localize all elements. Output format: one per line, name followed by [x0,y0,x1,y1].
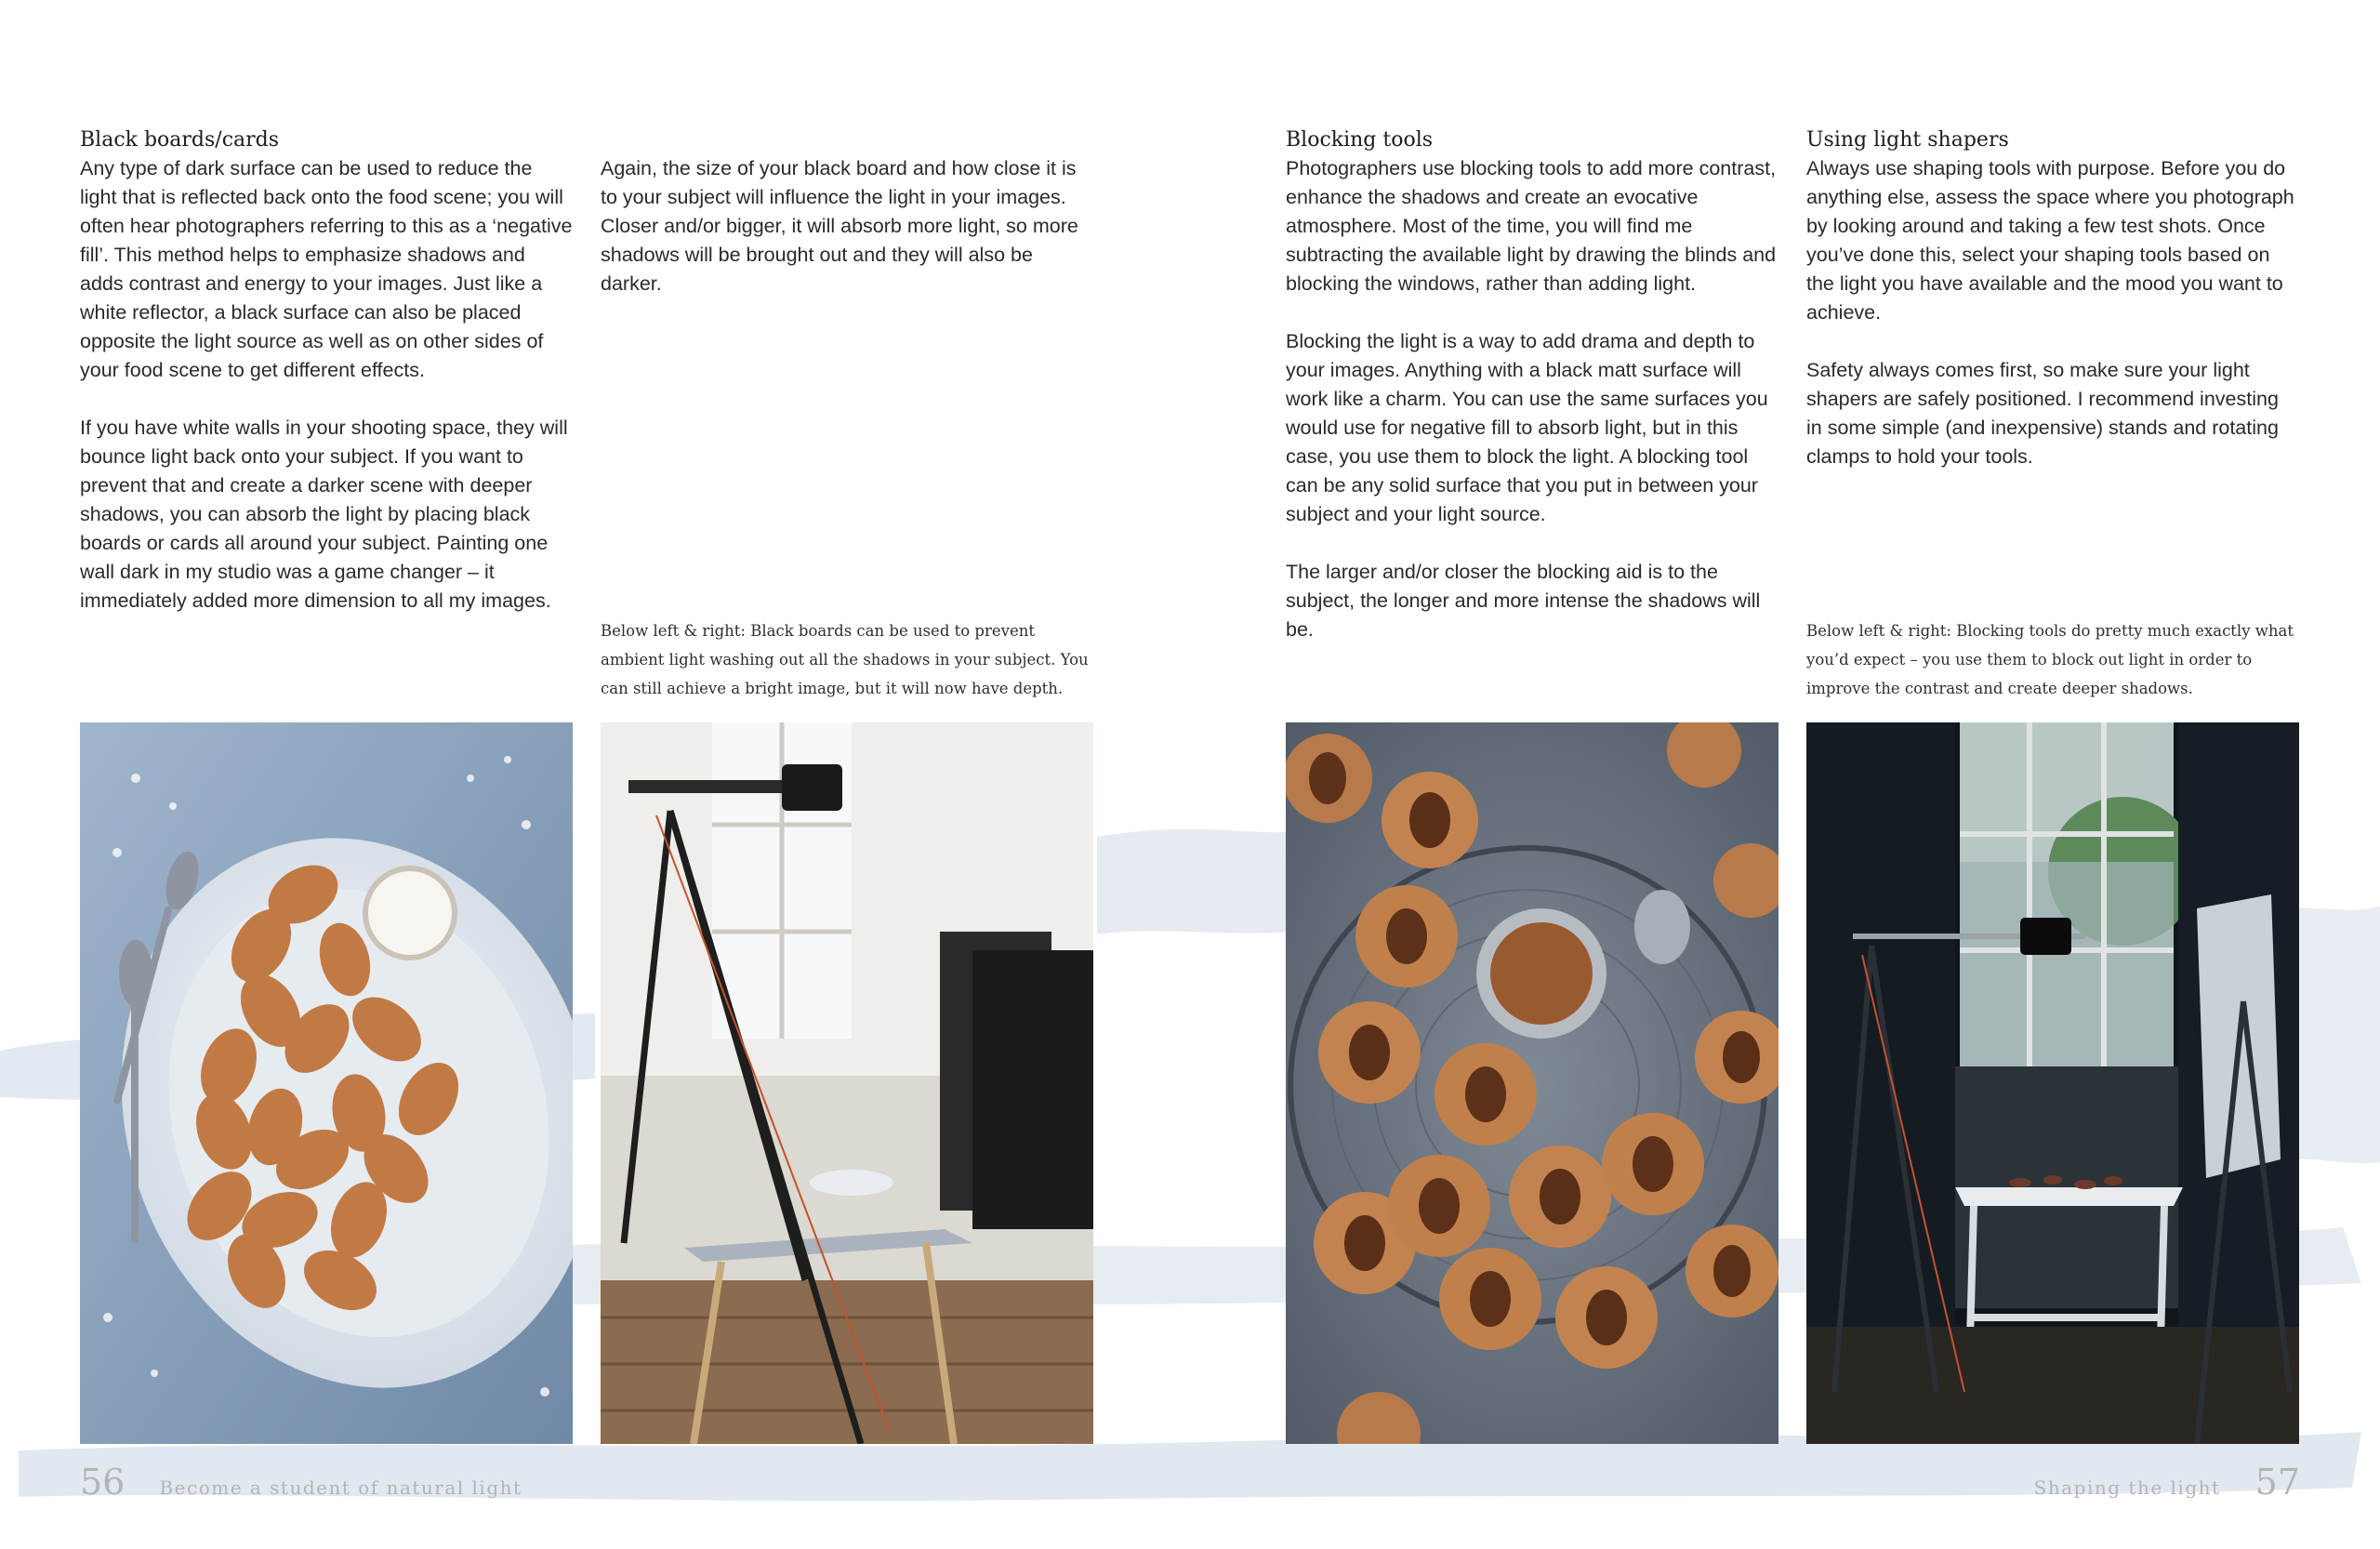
body-paragraph: The larger and/or closer the blocking aid is to the subject, the longer and more intense the shadows will be. [1286,561,1761,641]
photo-pecan-cookies [1286,722,1778,1444]
column-black-boards [80,126,573,644]
body-paragraph: Always use shaping tools with purpose. Before you do anything else, assess the space where you photograph by looking around and taking a few test shots. Once you’ve done this, select your shaping tools based on the light you have available and the mood you want to achieve. [1806,157,2294,324]
photo-studio-tripod [601,722,1093,1444]
body-paragraph: Any type of dark surface can be used to reduce the light that is reflected back onto the food scene; you will often hear photographers referring to this as a ‘negative fill’. This method helps to emphasize shadows and adds contrast and energy to your images. Just like a white reflector, a black surface can also be placed opposite the light source as well as on other sides of your food scene to get different effects. [80,157,573,381]
heading-blocking-tools: Blocking tools [1286,128,1434,152]
photo-madeleines [80,722,573,1444]
folio-right [2034,1458,2300,1506]
heading-light-shapers: Using light shapers [1806,128,2009,152]
column-blocking-tools [1286,126,1778,673]
body-paragraph: Blocking the light is a way to add drama and depth to your images. Anything with a black matt surface will work like a charm. You can use the same surfaces you would use for negative fill to absorb light, but in this case, you use them to block the light. A blocking tool can be any solid surface that you put in between your subject and your light source. [1286,330,1768,525]
body-paragraph: Again, the size of your black board and how close it is to your subject will influence the light in your images. Closer and/or bigger, it will absorb more light, so more shadows will be brought out and they will also be darker. [601,157,1078,295]
photo-dark-studio-window [1806,722,2299,1444]
body-paragraph: If you have white walls in your shooting space, they will bounce light back onto your subject. If you want to prevent that and create a darker scene with deeper shadows, you can absorb the light by placing black boards or cards all around your subject. Painting one wall dark in my studio was a game changer – it immediately added more dimension to all my images. [80,417,568,612]
body-paragraph: Photographers use blocking tools to add more contrast, enhance the shadows and create an evocative atmosphere. Most of the time, you will find me subtracting the available light by drawing the blinds and blocking the windows, rather than adding light. [1286,157,1777,295]
page-number-right: 57 [2254,1462,2300,1503]
heading-black-boards: Black boards/cards [80,128,280,152]
page-number-left: 56 [80,1462,126,1503]
running-title-right: Shaping the light [2033,1476,2221,1499]
body-paragraph: Safety always comes first, so make sure your light shapers are safely positioned. I recommend investing in some simple (and inexpensive) stands and rotating clamps to hold your tools. [1806,359,2279,468]
folio-left [80,1458,522,1506]
caption-left-page: Below left & right: Black boards can be used to prevent ambient light washing out all the shadows in your subject. You can still achieve a bright image, but it will now have depth. [601,622,1089,697]
running-title-left: Become a student of natural light [159,1476,522,1499]
column-light-shapers [1806,126,2299,500]
column-black-boards-continued [601,154,1093,327]
caption-right-page: Below left & right: Blocking tools do pretty much exactly what you’d expect – you use them to block out light in order to improve the contrast and create deeper shadows. [1806,622,2294,697]
